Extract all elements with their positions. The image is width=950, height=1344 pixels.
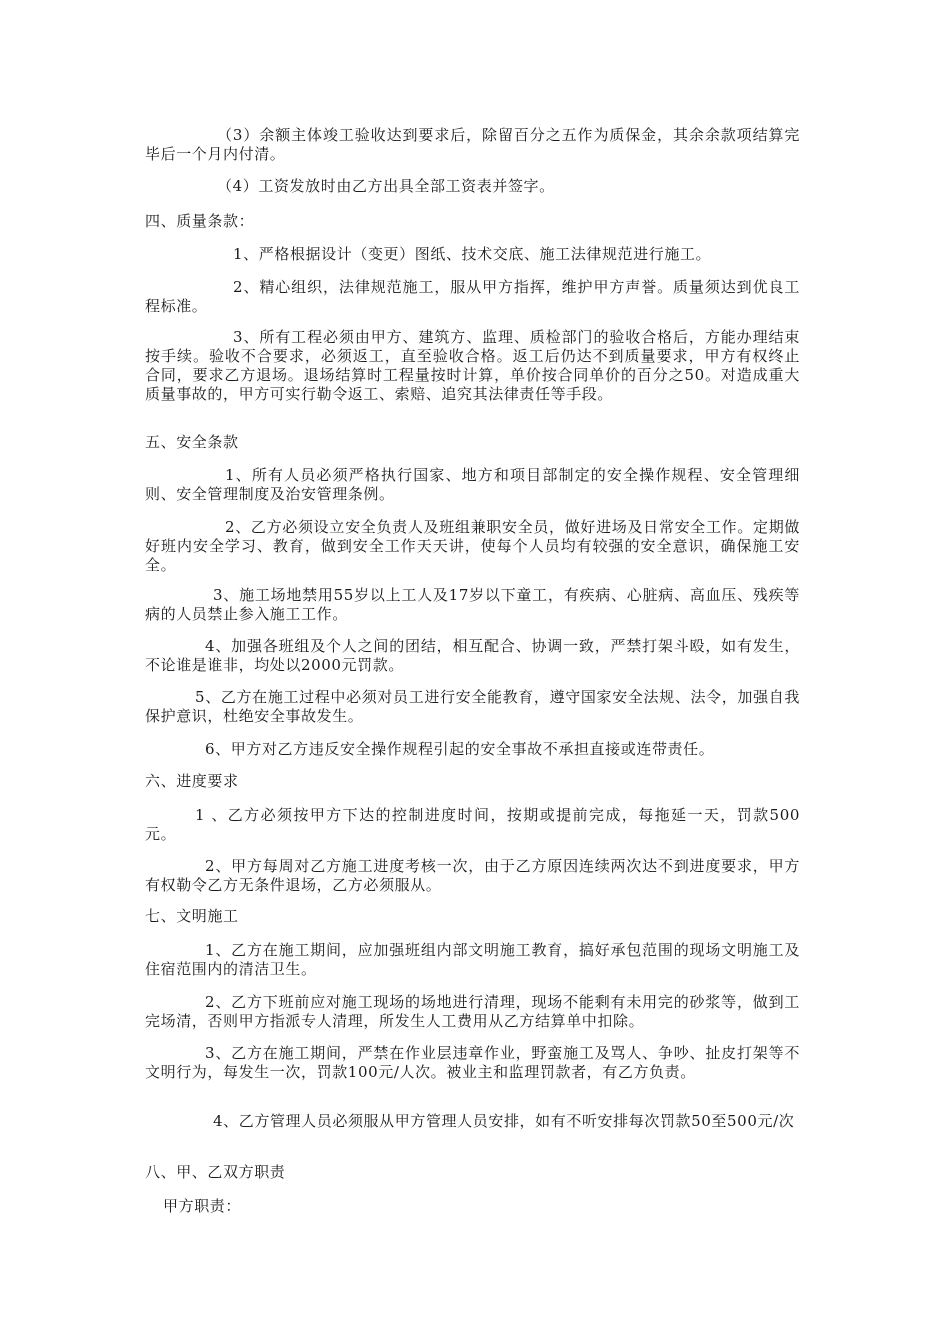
quality-clause-1: 1、严格根据设计（变更）图纸、技术交底、施工法律规范进行施工。	[233, 245, 712, 263]
safety-clause-2: 2、乙方必须设立安全负责人及班组兼职安全员，做好进场及日常安全工作。定期做好班内安全学习、教育，做到安全工作天天讲，使每个人员均有较强的安全意识，确保施工安全。	[145, 518, 800, 574]
safety-clause-1: 1、所有人员必须严格执行国家、地方和项目部制定的安全操作规程、安全管理细则、安全管理制度及治安管理条例。	[145, 466, 800, 503]
safety-clause-4: 4、加强各班组及个人之间的团结，相互配合、协调一致，严禁打架斗殴，如有发生，不论谁是谁非，均处以2000元罚款。	[145, 637, 800, 674]
payment-clause-3: （3）余额主体竣工验收达到要求后，除留百分之五作为质保金，其余余款项结算完毕后一个月内付清。	[145, 126, 800, 163]
safety-clause-3: 3、施工场地禁用55岁以上工人及17岁以下童工，有疾病、心脏病、高血压、残疾等病的人员禁止参入施工工作。	[145, 586, 800, 623]
quality-clause-2: 2、精心组织，法律规范施工，服从甲方指挥，维护甲方声誉。质量须达到优良工程标准。	[145, 278, 800, 315]
civilized-clause-3: 3、乙方在施工期间，严禁在作业层违章作业，野蛮施工及骂人、争吵、扯皮打架等不文明行为，每发生一次，罚款100元/人次。被业主和监理罚款者，有乙方负责。	[145, 1044, 800, 1081]
party-a-duties-label: 甲方职责：	[163, 1197, 242, 1215]
section-heading-schedule: 六、进度要求	[145, 772, 239, 790]
civilized-clause-1: 1、乙方在施工期间，应加强班组内部文明施工教育，搞好承包范围的现场文明施工及住宿范围内的清洁卫生。	[145, 941, 800, 978]
quality-clause-3: 3、所有工程必须由甲方、建筑方、监理、质检部门的验收合格后，方能办理结束按手续。验收不合要求，必须返工，直至验收合格。返工后仍达不到质量要求，甲方有权终止合同，要求乙方退场。退场结算时工程量按时计算，单价按合同单价的百分之50。对造成重大质量事故的，甲方可实行勒令返工、索赔、追究其法律责任等手段。	[145, 328, 800, 403]
civilized-clause-2: 2、乙方下班前应对施工现场的场地进行清理，现场不能剩有未用完的砂浆等，做到工完场清，否则甲方指派专人清理，所发生人工费用从乙方结算单中扣除。	[145, 993, 800, 1030]
safety-clause-6: 6、甲方对乙方违反安全操作规程引起的安全事故不承担直接或连带责任。	[205, 740, 715, 758]
civilized-clause-4: 4、乙方管理人员必须服从甲方管理人员安排，如有不听安排每次罚款50至500元/次	[213, 1112, 795, 1130]
schedule-clause-1: 1 、乙方必须按甲方下达的控制进度时间，按期或提前完成，每拖延一天，罚款500元。	[145, 806, 800, 843]
schedule-clause-2: 2、甲方每周对乙方施工进度考核一次，由于乙方原因连续两次达不到进度要求，甲方有权勒令乙方无条件退场，乙方必须服从。	[145, 857, 800, 894]
section-heading-civilized: 七、文明施工	[145, 907, 239, 925]
section-heading-duties: 八、甲、乙双方职责	[145, 1163, 286, 1181]
safety-clause-5: 5、乙方在施工过程中必须对员工进行安全能教育，遵守国家安全法规、法令，加强自我保护意识，杜绝安全事故发生。	[145, 688, 800, 725]
section-heading-quality: 四、质量条款：	[145, 212, 255, 230]
section-heading-safety: 五、安全条款	[145, 433, 239, 451]
payment-clause-4: （4）工资发放时由乙方出具全部工资表并签字。	[217, 177, 555, 195]
